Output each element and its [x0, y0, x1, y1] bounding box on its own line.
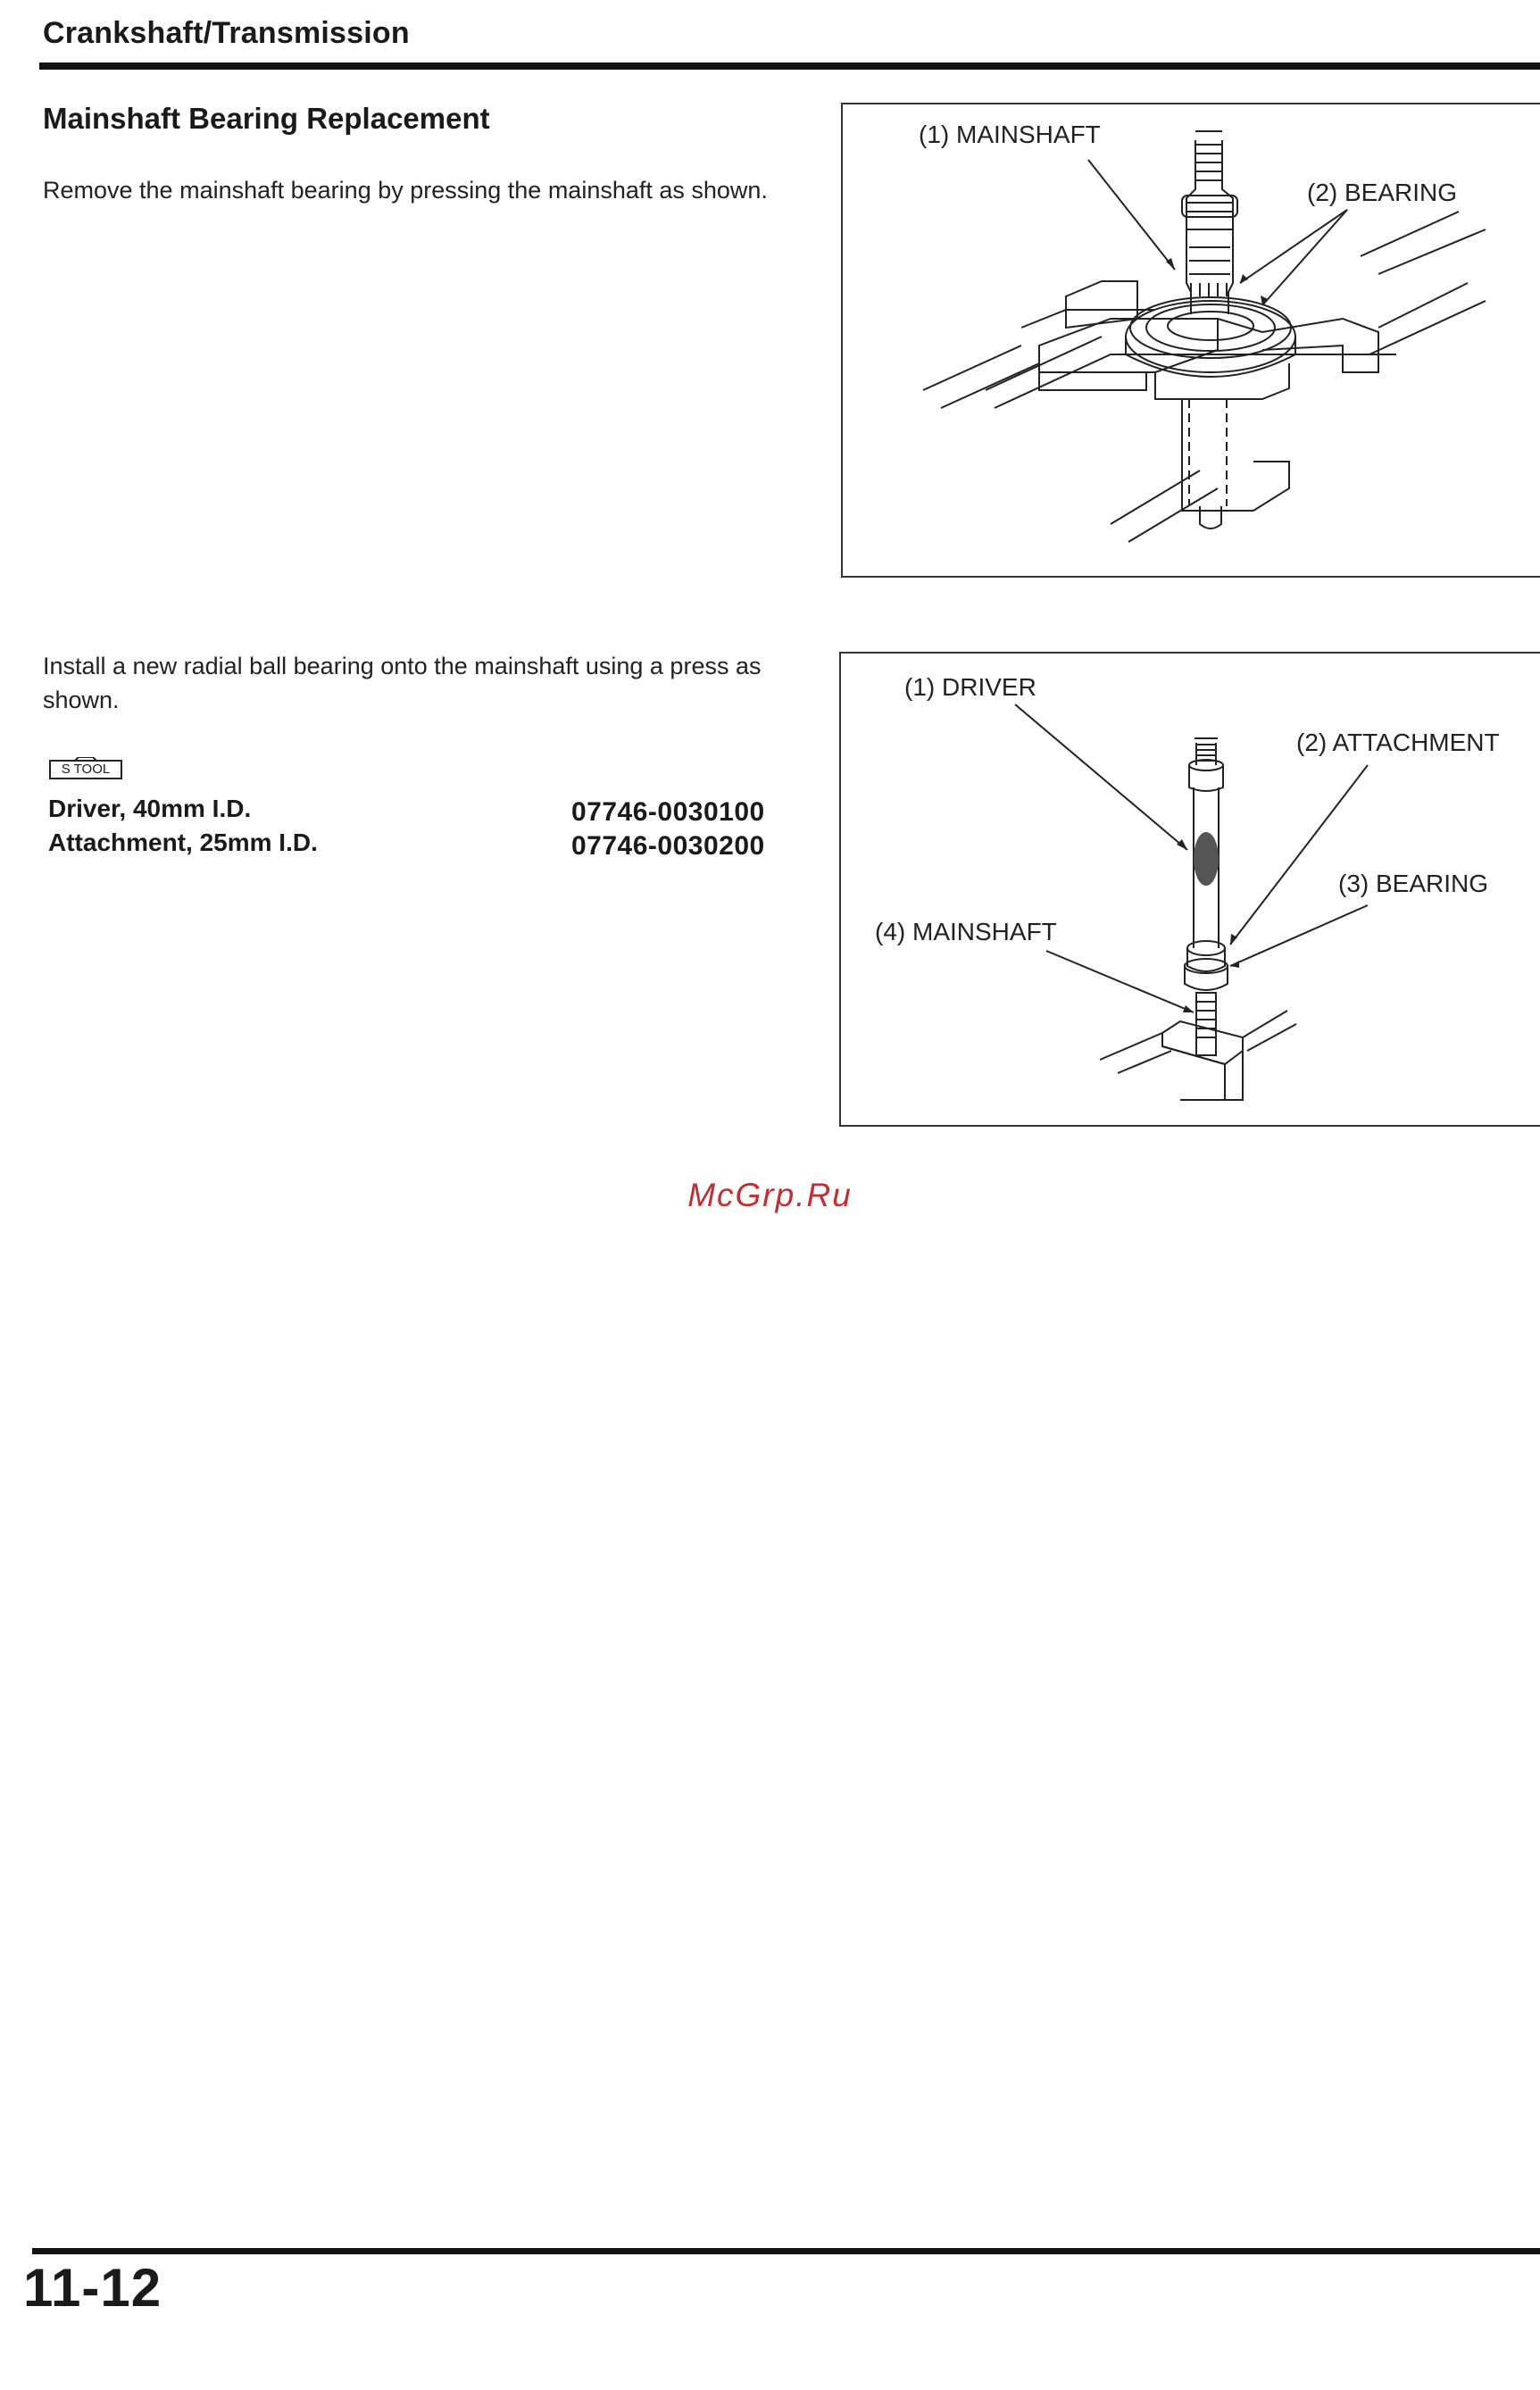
- special-tool-badge: S TOOL: [61, 762, 111, 777]
- tool-driver-number: 07746-0030100: [571, 797, 765, 827]
- tool-driver-name: Driver, 40mm I.D.: [48, 795, 252, 822]
- step1-text: Remove the mainshaft bearing by pressing the mainshaft as shown.: [43, 177, 768, 204]
- bearing-removal-illustration: [843, 104, 1540, 576]
- watermark: McGrp.Ru: [687, 1177, 853, 1213]
- tool-attachment-number: 07746-0030200: [571, 831, 765, 861]
- label-attachment: (2) ATTACHMENT: [1296, 729, 1500, 756]
- label-bearing: (2) BEARING: [1307, 179, 1458, 206]
- header-rule: [39, 62, 1540, 70]
- footer-rule: [32, 2248, 1540, 2254]
- section-title: Mainshaft Bearing Replacement: [43, 102, 490, 135]
- tool-attachment-name: Attachment, 25mm I.D.: [48, 829, 318, 856]
- page-number: 11-12: [23, 2258, 162, 2318]
- figure-bearing-install: [839, 652, 1540, 1127]
- step2-text: Install a new radial ball bearing onto the mainshaft using a press as shown.: [43, 653, 762, 713]
- figure-bearing-removal: [841, 103, 1540, 578]
- label-driver: (1) DRIVER: [904, 673, 1036, 701]
- label-mainshaft: (1) MAINSHAFT: [919, 121, 1101, 148]
- page-header-title: Crankshaft/Transmission: [43, 16, 410, 50]
- label-mainshaft: (4) MAINSHAFT: [875, 918, 1057, 945]
- label-bearing: (3) BEARING: [1338, 870, 1489, 897]
